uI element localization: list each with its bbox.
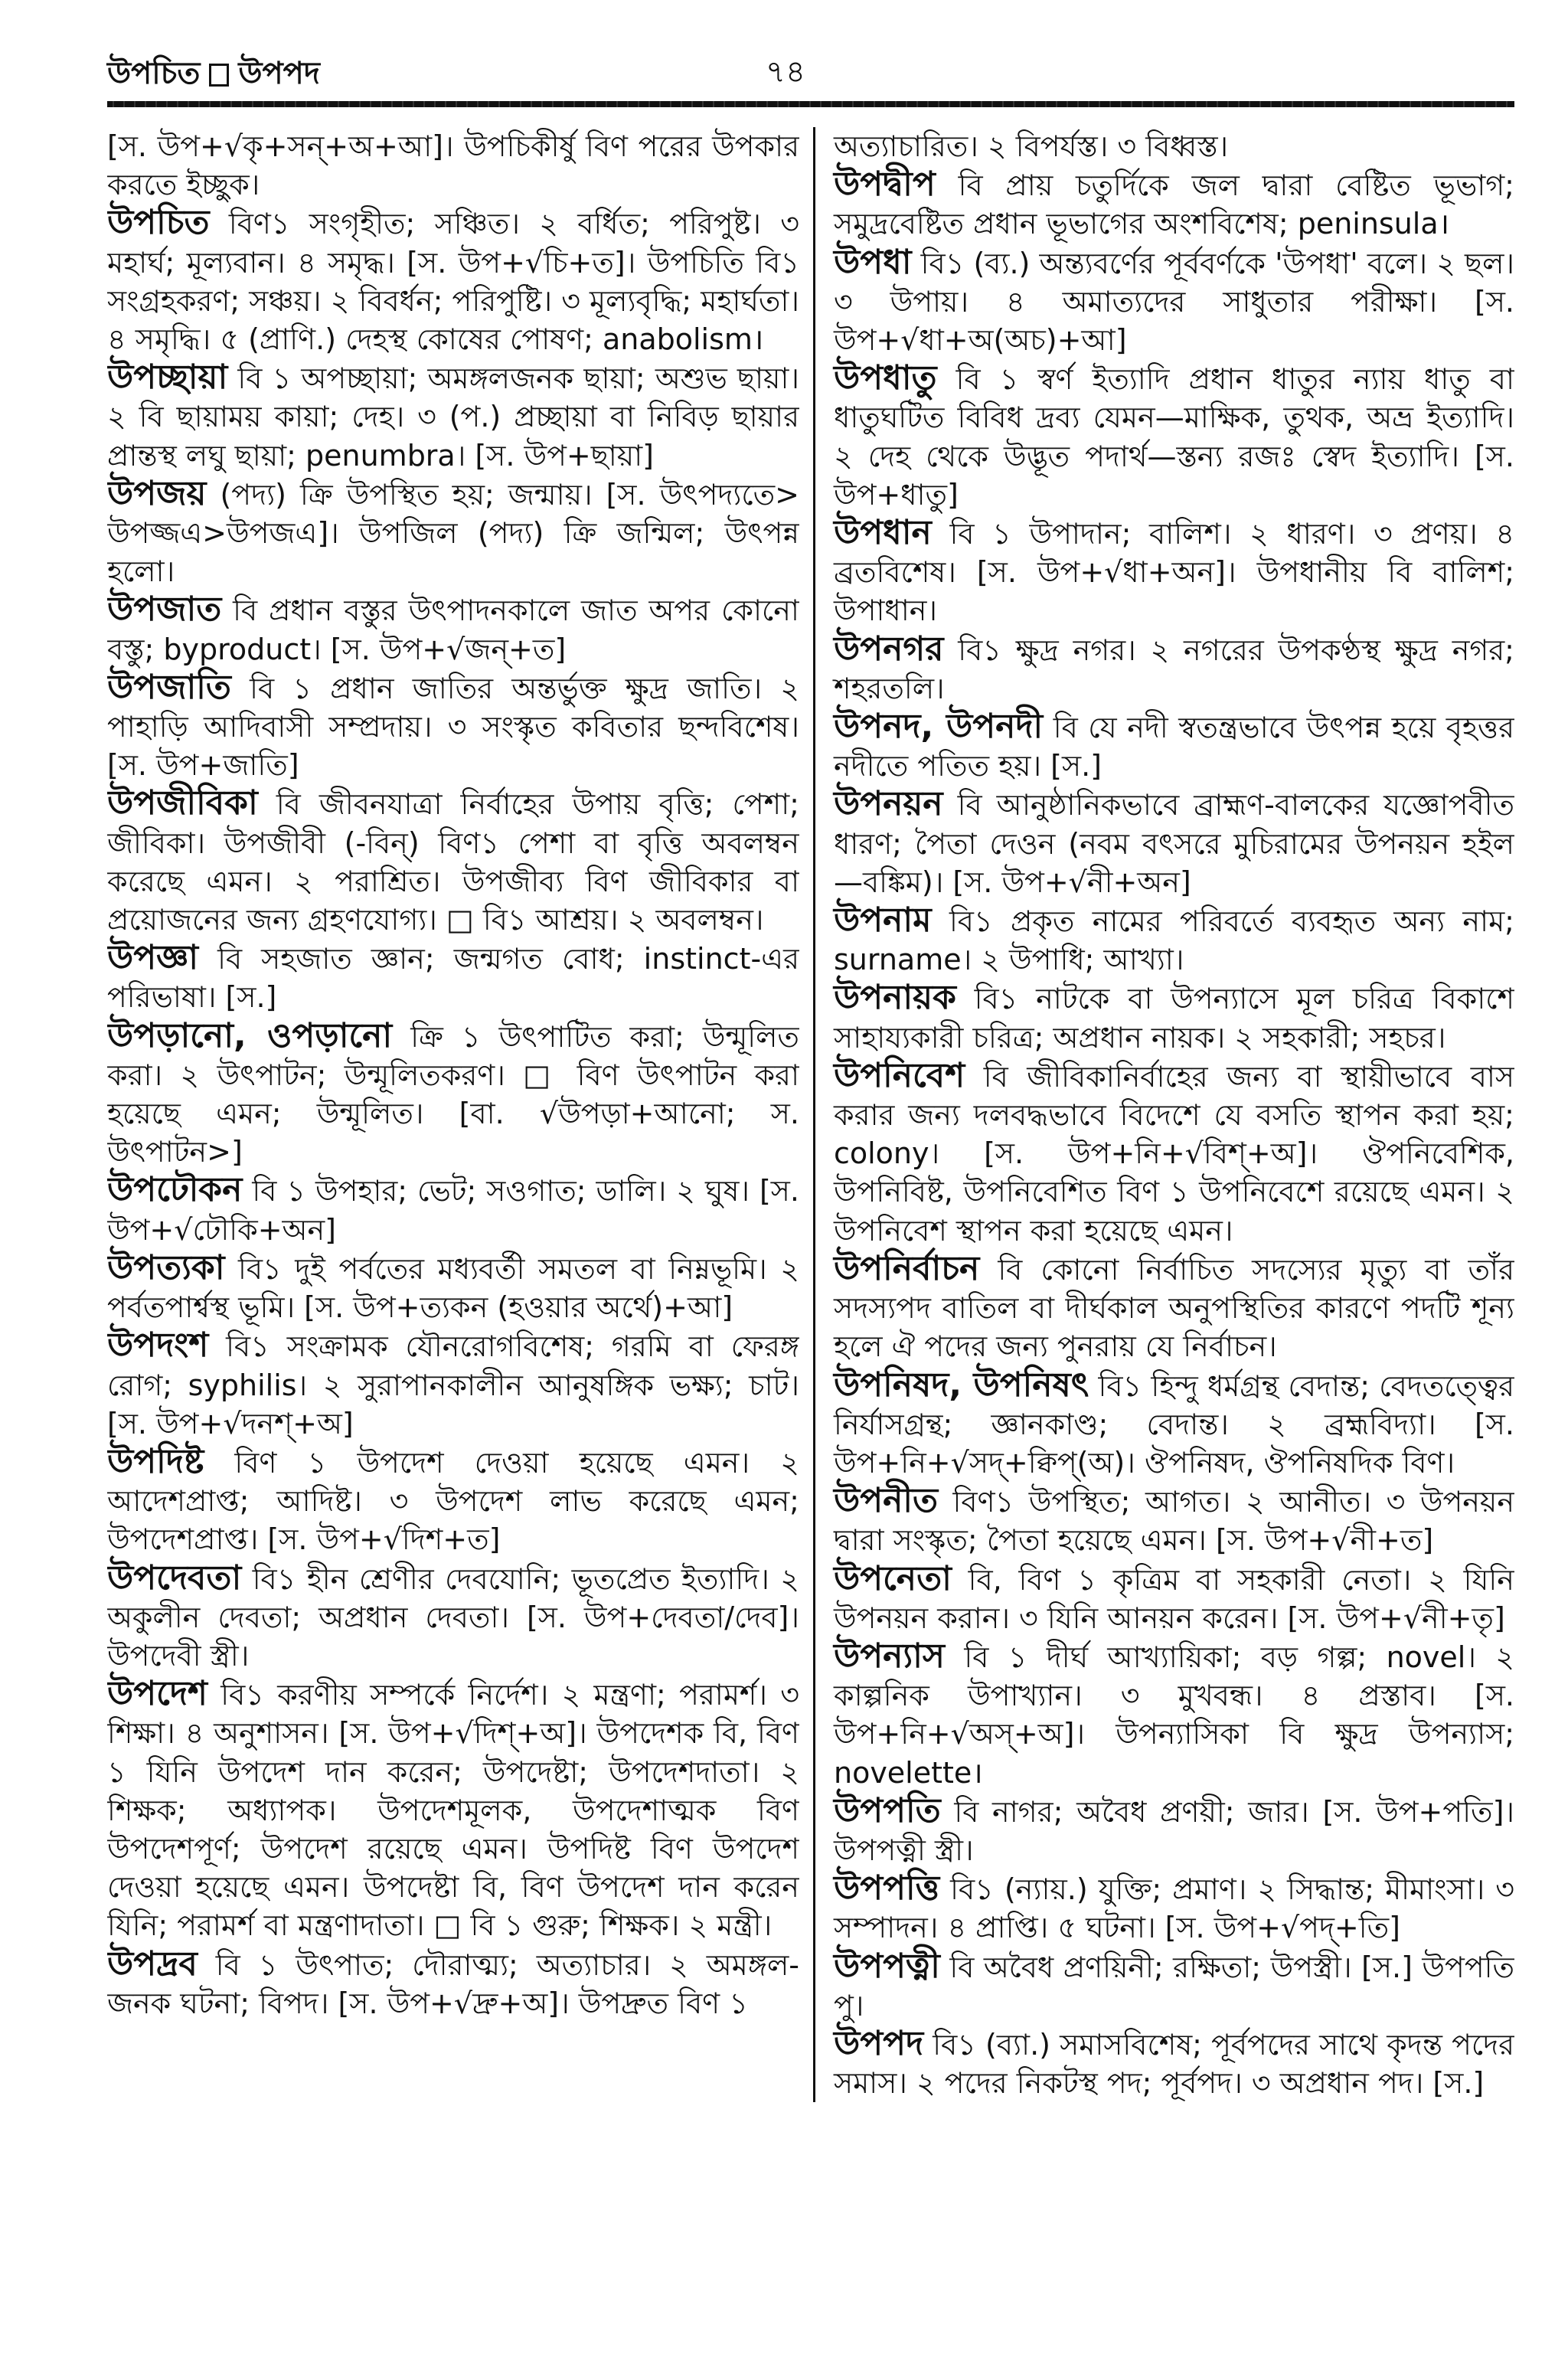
entry-definition: বি১ হীন শ্রেণীর দেবযোনি; ভূতপ্রেত ইত্যাদি। ২ অকুলীন দেবতা; অপ্রধান দেবতা। [স. উপ+দেবতা/দেব]। উপদেবী স্ত্রী। [107, 1561, 799, 1673]
dictionary-entry [834, 708, 1514, 785]
dictionary-entry [107, 1326, 799, 1443]
entry-definition: বি ১ অপচ্ছায়া; অমঙ্গলজনক ছায়া; অশুভ ছায়া। ২ বি ছায়াময় কায়া; দেহ। ৩ (প.) প্রচ্ছায়া বা নিবিড় ছায়ার প্রান্তস্থ লঘু ছায়া; penumbra। [স. উপ+ছায়া] [107, 361, 799, 473]
dictionary-entry [834, 1869, 1514, 1947]
entry-definition: বি ১ উপাদান; বালিশ। ২ ধারণ। ৩ প্রণয়। ৪ ব্রতবিশেষ। [স. উপ+√ধা+অন]। উপধানীয় বি বালিশ; উপাধান। [833, 517, 1514, 628]
entry-headword: উপপত্তি [833, 1869, 940, 1908]
entry-headword: উপপত্নী [833, 1946, 940, 1986]
entry-headword: উপচ্ছায়া [107, 358, 228, 397]
columns [107, 127, 1514, 2102]
entry-definition: বি১ ক্ষুদ্র নগর। ২ নগরের উপকণ্ঠস্থ ক্ষুদ্র নগর; শহরতলি। [833, 633, 1514, 705]
separator-box-icon [209, 64, 229, 87]
dictionary-entry [107, 784, 799, 939]
entry-definition: বি১ নাটকে বা উপন্যাসে মূল চরিত্র বিকাশে সাহায্যকারী চরিত্র; অপ্রধান নায়ক। ২ সহকারী; সহচর। [833, 982, 1514, 1055]
entry-definition: [স. উপ+√কৃ+সন্+অ+আ]। উপচিকীর্ষু বিণ পরের উপকার করতে ইচ্ছুক। [107, 129, 799, 202]
entry-headword: উপধাতু [833, 358, 937, 398]
dictionary-entry [107, 1559, 799, 1676]
dictionary-entry [107, 1017, 799, 1172]
dictionary-entry [107, 127, 799, 204]
last-guide-word: উপপদ [238, 56, 320, 91]
entry-definition: বি১ দুই পর্বতের মধ্যবর্তী সমতল বা নিম্নভূমি। ২ পর্বতপার্শ্বস্থ ভূমি। [স. উপ+ত্যকন (হওয়ার অর্থে)+আ] [107, 1251, 799, 1325]
right-column [813, 127, 1514, 2102]
entry-definition: বি অবৈধ প্রণয়িনী; রক্ষিতা; উপস্ত্রী। [স.] উপপতি পু। [833, 1950, 1514, 2022]
entry-headword: উপপদ [833, 2023, 924, 2063]
entry-headword: উপপতি [833, 1790, 941, 1830]
entry-definition: (পদ্য) ক্রি উপস্থিত হয়; জন্মায়। [স. উৎপদ্যতে> উপজ্জএ>উপজএ]। উপজিল (পদ্য) ক্রি জন্মিল; উৎপন্ন হলো। [107, 477, 799, 589]
entry-definition: ক্রি ১ উৎপাটিত করা; উন্মূলিত করা। ২ উৎপাটন; উন্মূলিতকরণ। □ বিণ উৎপাটন করা হয়েছে এমন; উন্মূলিত। [বা. √উপড়া+আনো; স. উৎপাটন>] [107, 1019, 799, 1169]
entry-headword: উপদংশ [107, 1326, 209, 1365]
entry-definition: বি ১ উপহার; ভেট; সওগাত; ডালি। ২ ঘুষ। [স. উপ+√ঢৌকি+অন] [107, 1174, 799, 1247]
dictionary-entry [834, 1250, 1514, 1366]
page-number: ৭৪ [766, 54, 805, 90]
entry-headword: উপন্যাস [833, 1636, 945, 1676]
entry-headword: উপনির্বাচন [833, 1248, 980, 1288]
entry-headword: উপনীত [833, 1481, 938, 1521]
dictionary-entry [834, 1792, 1514, 1869]
dictionary-entry [107, 590, 799, 668]
entry-headword: উপচিত [107, 203, 210, 243]
entry-definition: অত্যাচারিত। ২ বিপর্যস্ত। ৩ বিধ্বস্ত। [833, 129, 1229, 163]
entry-definition: বি সহজাত জ্ঞান; জন্মগত বোধ; instinct-এর পরিভাষা। [স.] [107, 942, 799, 1015]
entry-definition: বি প্রায় চতুর্দিকে জল দ্বারা বেষ্টিত ভূভাগ; সমুদ্রবেষ্টিত প্রধান ভূভাগের অংশবিশেষ; peninsula। [833, 168, 1514, 241]
entry-headword: উপনিবেশ [833, 1055, 965, 1095]
entry-definition: বি১ সংক্রামক যৌনরোগবিশেষ; গরমি বা ফেরঙ্গ রোগ; syphilis। ২ সুরাপানকালীন আনুষঙ্গিক ভক্ষ্য; চাট। [স. উপ+√দনশ্+অ] [107, 1329, 799, 1440]
header-rule [107, 101, 1514, 107]
dictionary-entry [107, 1171, 799, 1248]
entry-headword: উপজয় [107, 473, 207, 513]
entry-headword: উপনেতা [833, 1558, 952, 1598]
dictionary-entry [834, 2025, 1514, 2102]
entry-definition: বি১ (ব্যা.) সমাসবিশেষ; পূর্বপদের সাথে কৃদন্ত পদের সমাস। ২ পদের নিকটস্থ পদ; পূর্বপদ। ৩ অপ্রধান পদ। [স.] [833, 2027, 1514, 2101]
dictionary-entry [107, 1249, 799, 1326]
entry-headword: উপনায়ক [833, 978, 956, 1018]
entry-headword: উপনদ, উপনদী [833, 707, 1044, 747]
entry-headword: উপনিষদ, উপনিষৎ [833, 1365, 1089, 1404]
entry-definition: বি প্রধান বস্তুর উৎপাদনকালে জাত অপর কোনো বস্তু; byproduct। [স. উপ+√জন্+ত] [107, 594, 799, 666]
dictionary-entry [107, 1675, 799, 1944]
entry-definition: বি কোনো নির্বাচিত সদস্যের মৃত্যু বা তাঁর সদস্যপদ বাতিল বা দীর্ঘকাল অনুপস্থিতির কারণে পদটি শূন্য হলে ঐ পদের জন্য পুনরায় যে নির্বাচন। [833, 1252, 1514, 1364]
dictionary-entry [834, 244, 1514, 360]
left-column [107, 127, 799, 2102]
entry-headword: উপঢৌকন [107, 1170, 243, 1210]
entry-headword: উপদ্বীপ [833, 165, 936, 204]
entry-definition: বিণ১ উপস্থিত; আগত। ২ আনীত। ৩ উপনয়ন দ্বারা সংস্কৃত; পৈতা হয়েছে এমন। [স. উপ+√নী+ত] [833, 1485, 1514, 1558]
entry-headword: উপজীবিকা [107, 783, 258, 823]
dictionary-entry [834, 514, 1514, 630]
entry-definition: বি যে নদী স্বতন্ত্রভাবে উৎপন্ন হয়ে বৃহত্তর নদীতে পতিত হয়। [স.] [833, 711, 1514, 783]
page-header [107, 44, 1514, 95]
dictionary-entry [834, 1482, 1514, 1559]
entry-headword: উপদ্রব [107, 1944, 198, 1983]
entry-headword: উপধান [833, 513, 932, 553]
dictionary-entry [107, 204, 799, 358]
dictionary-entry [834, 979, 1514, 1056]
entry-headword: উপনাম [833, 901, 932, 940]
entry-headword: উপদিষ্ট [107, 1441, 204, 1481]
dictionary-entry [107, 1945, 799, 2022]
dictionary-entry [834, 1637, 1514, 1792]
entry-headword: উপজাত [107, 590, 222, 629]
entry-definition: বি ১ প্রধান জাতির অন্তর্ভুক্ত ক্ষুদ্র জাতি। ২ পাহাড়ি আদিবাসী সম্প্রদায়। ৩ সংস্কৃত কবিতার ছন্দবিশেষ। [স. উপ+জাতি] [107, 671, 799, 783]
dictionary-entry [834, 901, 1514, 979]
entry-headword: উপদেশ [107, 1674, 207, 1714]
dictionary-entry [107, 358, 799, 475]
entry-definition: বি আনুষ্ঠানিকভাবে ব্রাহ্মণ-বালকের যজ্ঞোপবীত ধারণ; পৈতা দেওন (নবম বৎসরে মুচিরামের উপনয়ন হইল—বঙ্কিম)। [স. উপ+√নী+অন] [833, 788, 1514, 899]
entry-headword: উপনগর [833, 629, 944, 669]
first-guide-word: উপচিত [107, 56, 201, 91]
dictionary-entry [107, 669, 799, 785]
entry-definition: বি১ করণীয় সম্পর্কে নির্দেশ। ২ মন্ত্রণা; পরামর্শ। ৩ শিক্ষা। ৪ অনুশাসন। [স. উপ+√দিশ্+অ]। উপদেশক বি, বিণ ১ যিনি উপদেশ দান করেন; উপদেষ্টা; উপদেশদাতা। ২ শিক্ষক; অধ্যাপক। উপদেশমূলক, উপদেশাত্মক বিণ উপদেশপূর্ণ; উপদেশ রয়েছে এমন। উপদিষ্ট বিণ উপদেশ দেওয়া হয়েছে এমন। উপদেষ্টা বি, বিণ উপদেশ দান করেন যিনি; পরামর্শ বা মন্ত্রণাদাতা। □ বি ১ গুরু; শিক্ষক। ২ মন্ত্রী। [107, 1678, 799, 1943]
dictionary-entry [834, 630, 1514, 708]
dictionary-entry [107, 939, 799, 1016]
entry-definition: বি জীবনযাত্রা নির্বাহের উপায় বৃত্তি; পেশা; জীবিকা। উপজীবী (-বিন্) বিণ১ পেশা বা বৃত্তি অবলম্বন করেছে এমন। ২ পরাশ্রিত। উপজীব্য বিণ জীবিকার বা প্রয়োজনের জন্য গ্রহণযোগ্য। □ বি১ আশ্রয়। ২ অবলম্বন। [107, 787, 799, 937]
dictionary-entry [834, 1947, 1514, 2025]
entry-definition: বি১ হিন্দু ধর্মগ্রন্থ বেদান্ত; বেদতত্ত্বের নির্যাসগ্রন্থ; জ্ঞানকাণ্ড; বেদান্ত। ২ ব্রহ্মবিদ্যা। [স. উপ+নি+√সদ্+ক্বিপ্(অ)। ঔপনিষদ, ঔপনিষদিক বিণ। [833, 1368, 1514, 1480]
dictionary-entry [834, 127, 1514, 165]
dictionary-entry [107, 475, 799, 591]
entry-definition: বি১ (ন্যায়.) যুক্তি; প্রমাণ। ২ সিদ্ধান্ত; মীমাংসা। ৩ সম্পাদন। ৪ প্রাপ্তি। ৫ ঘটনা। [স. উপ+√পদ্+তি] [833, 1872, 1514, 1945]
entry-definition: বি, বিণ ১ কৃত্রিম বা সহকারী নেতা। ২ যিনি উপনয়ন করান। ৩ যিনি আনয়ন করেন। [স. উপ+√নী+তৃ] [833, 1562, 1514, 1635]
dictionary-entry [834, 1366, 1514, 1483]
entry-headword: উপদেবতা [107, 1558, 242, 1597]
entry-headword: উপজাতি [107, 667, 231, 707]
dictionary-entry [834, 165, 1514, 243]
entry-headword: উপড়ানো, ওপড়ানো [107, 1015, 393, 1055]
dictionary-entry [834, 1057, 1514, 1250]
entry-definition: বি জীবিকানির্বাহের জন্য বা স্থায়ীভাবে বাস করার জন্য দলবদ্ধভাবে বিদেশে যে বসতি স্থাপন করা হয়; colony। [স. উপ+নি+√বিশ্+অ]। ঔপনিবেশিক, উপনিবিষ্ট, উপনিবেশিত বিণ ১ উপনিবেশে রয়েছে এমন। ২ উপনিবেশ স্থাপন করা হয়েছে এমন। [833, 1059, 1514, 1247]
entry-definition: বি১ প্রকৃত নামের পরিবর্তে ব্যবহৃত অন্য নাম; surname। ২ উপাধি; আখ্যা। [833, 904, 1514, 977]
dictionary-entry [834, 785, 1514, 901]
entry-definition: বিণ ১ উপদেশ দেওয়া হয়েছে এমন। ২ আদেশপ্রাপ্ত; আদিষ্ট। ৩ উপদেশ লাভ করেছে এমন; উপদেশপ্রাপ্ত। [স. উপ+√দিশ+ত] [107, 1445, 799, 1557]
running-head [107, 49, 320, 100]
entry-definition: বিণ১ সংগৃহীত; সঞ্চিত। ২ বর্ধিত; পরিপুষ্ট। ৩ মহার্ঘ; মূল্যবান। ৪ সমৃদ্ধ। [স. উপ+√চি+ত]। উপচিতি বি১ সংগ্রহকরণ; সঞ্চয়। ২ বিবর্ধন; পরিপুষ্টি। ৩ মূল্যবৃদ্ধি; মহার্ঘতা। ৪ সমৃদ্ধি। ৫ (প্রাণি.) দেহস্থ কোষের পোষণ; anabolism। [107, 207, 799, 357]
entry-definition: বি ১ স্বর্ণ ইত্যাদি প্রধান ধাতুর ন্যায় ধাতু বা ধাতুঘটিত বিবিধ দ্রব্য যেমন—মাক্ষিক, তুথক, অভ্র ইত্যাদি। ২ দেহ থেকে উদ্ভূত পদার্থ—স্তন্য রজঃ স্বেদ ইত্যাদি। [স. উপ+ধাতু] [833, 362, 1514, 512]
entry-headword: উপনয়ন [833, 784, 943, 824]
dictionary-entry [834, 1560, 1514, 1637]
entry-headword: উপধা [833, 242, 912, 282]
entry-definition: বি১ (ব্য.) অন্ত্যবর্ণের পূর্ববর্ণকে 'উপধা' বলে। ২ ছল। ৩ উপায়। ৪ অমাত্যদের সাধুতার পরীক্ষা। [স. উপ+√ধা+অ(অচ)+আ] [833, 246, 1514, 358]
entry-headword: উপত্যকা [107, 1247, 225, 1287]
entry-headword: উপজ্ঞা [107, 938, 199, 978]
entry-definition: বি নাগর; অবৈধ প্রণয়ী; জার। [স. উপ+পতি]। উপপত্নী স্ত্রী। [833, 1794, 1514, 1867]
dictionary-entry [107, 1443, 799, 1559]
entry-definition: বি ১ দীর্ঘ আখ্যায়িকা; বড় গল্প; novel। ২ কাল্পনিক উপাখ্যান। ৩ মুখবন্ধ। ৪ প্রস্তাব। [স. উপ+নি+√অস্+অ]। উপন্যাসিকা বি ক্ষুদ্র উপন্যাস; novelette। [833, 1640, 1514, 1790]
dictionary-entry [834, 359, 1514, 514]
entry-definition: বি ১ উৎপাত; দৌরাত্ম্য; অত্যাচার। ২ অমঙ্গল-জনক ঘটনা; বিপদ। [স. উপ+√দ্রু+অ]। উপদ্রুত বিণ ১ [107, 1947, 799, 2020]
